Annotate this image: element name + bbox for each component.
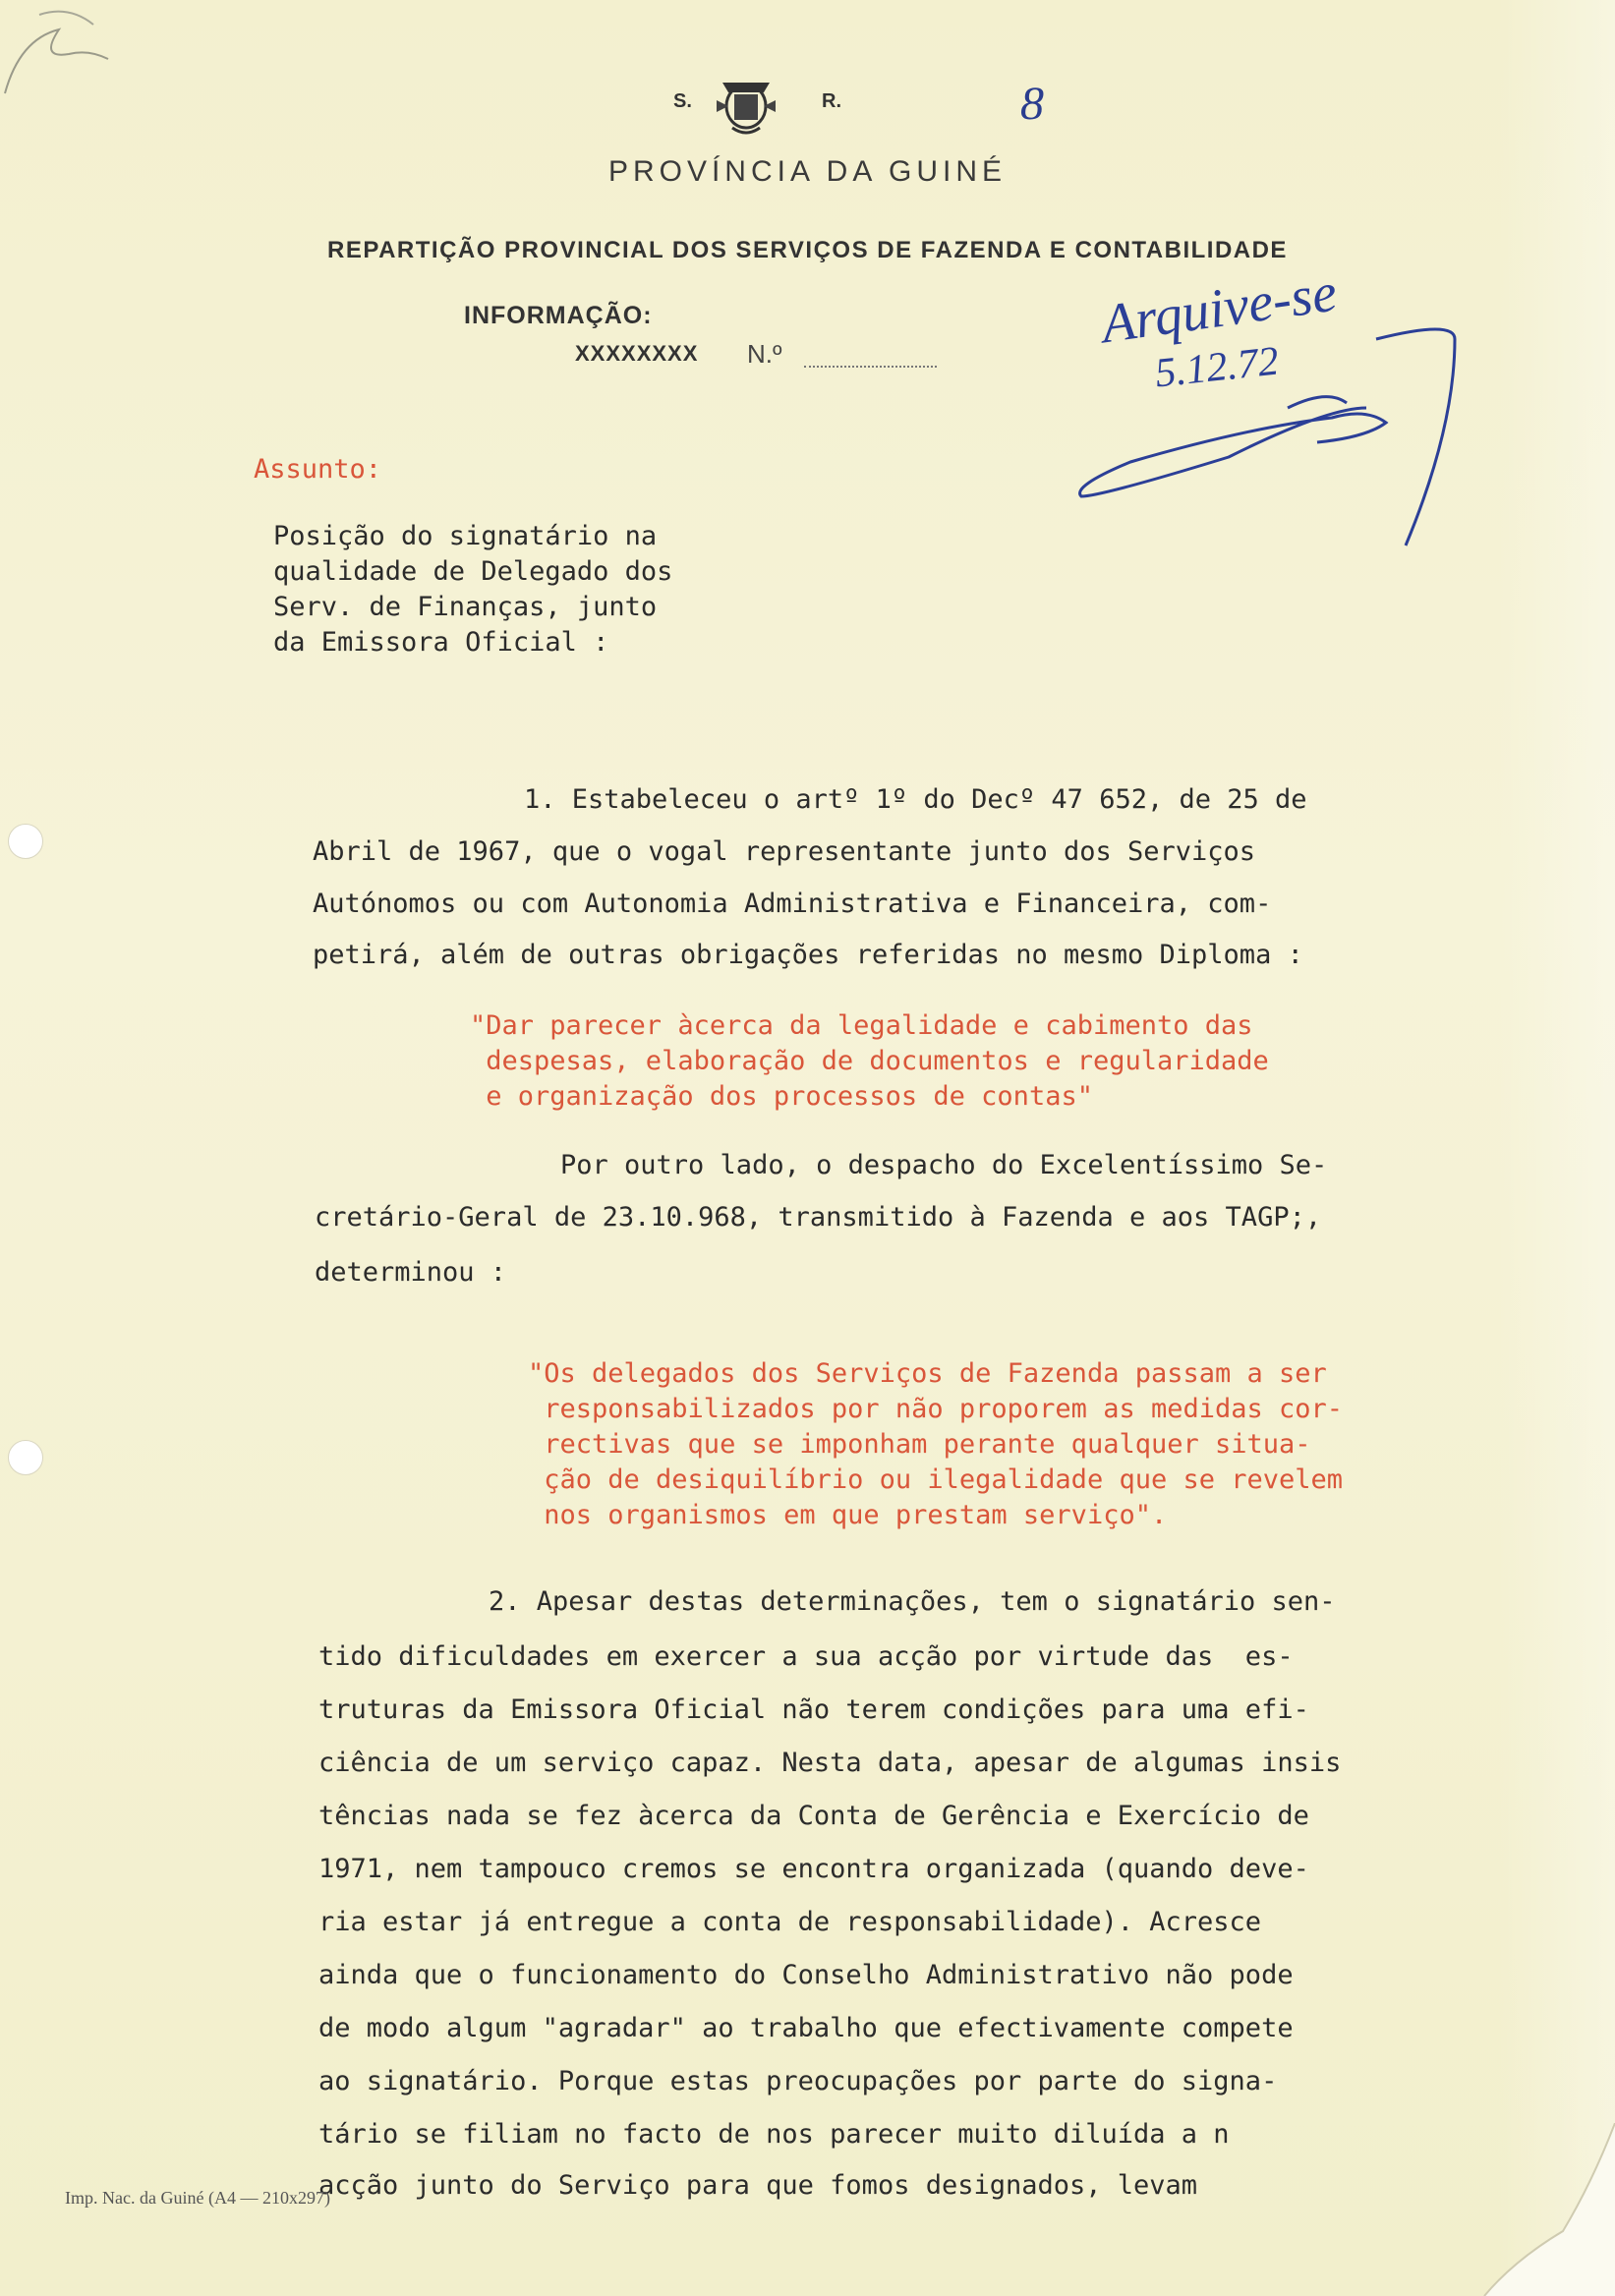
quote-block-2	[528, 1356, 1343, 1533]
subject-line: Posição do signatário na	[273, 521, 658, 551]
quote-line: responsabilizados por não proporem as medidas cor-	[528, 1394, 1344, 1424]
body-line: determinou :	[315, 1257, 507, 1288]
corner-ink-smudge	[0, 0, 157, 108]
coat-of-arms-icon	[713, 71, 779, 138]
body-line: Autónomos ou com Autonomia Administrativa e Financeira, com-	[313, 889, 1272, 919]
subject-line: qualidade de Delegado dos	[273, 556, 673, 587]
assunto-label: Assunto:	[254, 454, 382, 485]
handwritten-date: 5.12.72	[1152, 338, 1282, 397]
punch-hole	[8, 1440, 43, 1475]
quote-line: e organização dos processos de contas"	[470, 1081, 1093, 1112]
info-number-blank	[804, 366, 937, 368]
body-line: Por outro lado, o despacho do Excelentíssimo Se-	[560, 1150, 1328, 1180]
quote-line: nos organismos em que prestam serviço".	[528, 1500, 1168, 1530]
quote-line: "Dar parecer àcerca da legalidade e cabimento das	[470, 1010, 1253, 1041]
body-line: tário se filiam no facto de nos parecer muito diluída a n	[318, 2119, 1230, 2150]
body-line: petirá, além de outras obrigações referidas no mesmo Diploma :	[313, 940, 1303, 970]
body-line: ao signatário. Porque estas preocupações por parte do signa-	[318, 2066, 1278, 2096]
quote-line: ção de desiquilíbrio ou ilegalidade que se revelem	[528, 1464, 1344, 1495]
info-number-label: N.º	[747, 339, 782, 369]
torn-corner	[1366, 2123, 1615, 2296]
printer-imprint: Imp. Nac. da Guiné (A4 — 210x297)	[65, 2188, 330, 2208]
handwritten-signature	[1071, 260, 1465, 555]
department-heading: REPARTIÇÃO PROVINCIAL DOS SERVIÇOS DE FAZENDA E CONTABILIDADE	[327, 237, 1288, 263]
body-line: ciência de um serviço capaz. Nesta data, apesar de algumas insis	[318, 1748, 1342, 1778]
body-line: de modo algum "agradar" ao trabalho que efectivamente compete	[318, 2013, 1294, 2043]
body-line: Abril de 1967, que o vogal representante junto dos Serviços	[313, 836, 1256, 867]
quote-line: "Os delegados dos Serviços de Fazenda passam a ser	[528, 1358, 1327, 1389]
crest-right-letter: R.	[822, 90, 841, 112]
subject-line: da Emissora Oficial :	[273, 627, 609, 658]
body-line: truturas da Emissora Oficial não terem condições para uma efi-	[318, 1694, 1309, 1725]
struck-out-text: XXXXXXXX	[575, 341, 699, 366]
paper-edge-shading	[1497, 0, 1615, 2296]
quote-line: rectivas que se imponham perante qualquer situa-	[528, 1429, 1311, 1460]
body-line: ainda que o funcionamento do Conselho Administrativo não pode	[318, 1960, 1294, 1990]
body-line: 1. Estabeleceu o artº 1º do Decº 47 652, de 25 de	[524, 784, 1307, 815]
body-line: cretário-Geral de 23.10.968, transmitido à Fazenda e aos TAGP;,	[315, 1202, 1322, 1233]
crest-left-letter: S.	[673, 90, 692, 112]
punch-hole	[8, 824, 43, 859]
informacao-label: INFORMAÇÃO:	[464, 302, 653, 329]
body-line: ria estar já entregue a conta de responsabilidade). Acresce	[318, 1907, 1262, 1937]
subject-block	[273, 519, 672, 660]
body-line: 1971, nem tampouco cremos se encontra organizada (quando deve-	[318, 1854, 1309, 1884]
quote-block-1	[470, 1008, 1269, 1115]
body-line: tências nada se fez àcerca da Conta de Gerência e Exercício de	[318, 1801, 1309, 1831]
quote-line: despesas, elaboração de documentos e regularidade	[470, 1046, 1269, 1076]
handwritten-note: Arquive-se	[1097, 261, 1341, 356]
body-line: 2. Apesar destas determinações, tem o signatário sen-	[489, 1586, 1336, 1617]
body-line: tido dificuldades em exercer a sua acção por virtude das es-	[318, 1641, 1294, 1672]
province-title: PROVÍNCIA DA GUINÉ	[607, 155, 1008, 188]
handwritten-page-number: 8	[1020, 78, 1044, 130]
subject-line: Serv. de Finanças, junto	[273, 592, 658, 622]
body-line: acção junto do Serviço para que fomos designados, levam	[318, 2170, 1198, 2201]
